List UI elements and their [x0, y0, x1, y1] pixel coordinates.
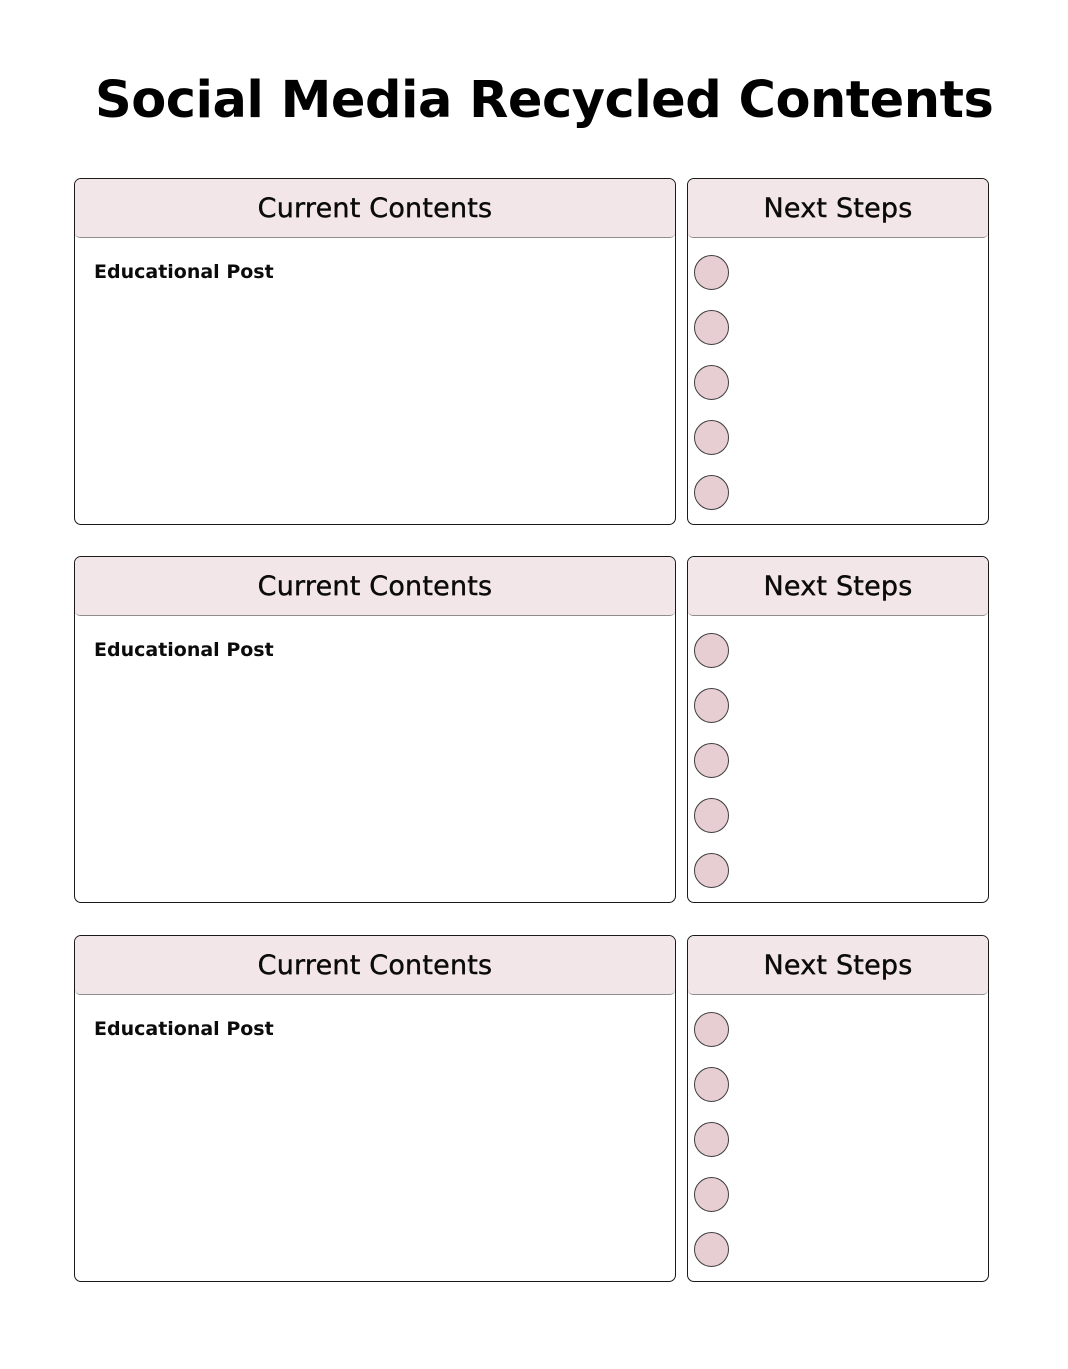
- circle-checkbox-icon[interactable]: [694, 310, 729, 345]
- circle-checkbox-icon[interactable]: [694, 688, 729, 723]
- circle-checkbox-icon[interactable]: [694, 743, 729, 778]
- next-steps-header: [688, 557, 988, 616]
- next-steps-header: [688, 936, 988, 995]
- next-step-item: [694, 255, 729, 310]
- current-contents-header: [75, 179, 675, 238]
- circle-checkbox-icon[interactable]: [694, 1122, 729, 1157]
- next-step-item: [694, 1067, 729, 1122]
- circle-checkbox-icon[interactable]: [694, 853, 729, 888]
- post-type-label[interactable]: Educational Post: [94, 261, 274, 283]
- circle-checkbox-icon[interactable]: [694, 365, 729, 400]
- next-step-item: [694, 633, 729, 688]
- current-contents-title: Current Contents: [257, 949, 493, 981]
- circle-checkbox-icon[interactable]: [694, 475, 729, 510]
- current-contents-card: [74, 178, 676, 525]
- current-contents-title: Current Contents: [257, 570, 493, 602]
- next-steps-list: [694, 255, 729, 525]
- next-step-item: [694, 365, 729, 420]
- content-section-1: [74, 178, 989, 525]
- next-step-item: [694, 1232, 729, 1282]
- circle-checkbox-icon[interactable]: [694, 255, 729, 290]
- next-steps-card: [687, 556, 989, 903]
- next-steps-list: [694, 1012, 729, 1282]
- post-type-label[interactable]: Educational Post: [94, 1018, 274, 1040]
- next-step-item: [694, 1122, 729, 1177]
- circle-checkbox-icon[interactable]: [694, 1232, 729, 1267]
- current-contents-header: [75, 936, 675, 995]
- content-section-2: [74, 556, 989, 903]
- circle-checkbox-icon[interactable]: [694, 798, 729, 833]
- next-step-item: [694, 743, 729, 798]
- current-contents-title: Current Contents: [257, 192, 493, 224]
- circle-checkbox-icon[interactable]: [694, 1177, 729, 1212]
- current-contents-card: [74, 935, 676, 1282]
- next-step-item: [694, 688, 729, 743]
- circle-checkbox-icon[interactable]: [694, 1012, 729, 1047]
- next-steps-list: [694, 633, 729, 903]
- next-step-item: [694, 310, 729, 365]
- next-step-item: [694, 798, 729, 853]
- next-step-item: [694, 420, 729, 475]
- next-step-item: [694, 1177, 729, 1232]
- current-contents-header: [75, 557, 675, 616]
- next-steps-title: Next Steps: [763, 192, 913, 224]
- next-steps-card: [687, 935, 989, 1282]
- circle-checkbox-icon[interactable]: [694, 633, 729, 668]
- next-steps-title: Next Steps: [763, 570, 913, 602]
- next-steps-header: [688, 179, 988, 238]
- next-step-item: [694, 1012, 729, 1067]
- next-steps-title: Next Steps: [763, 949, 913, 981]
- circle-checkbox-icon[interactable]: [694, 420, 729, 455]
- next-step-item: [694, 475, 729, 525]
- page-title: Social Media Recycled Contents: [95, 71, 994, 130]
- content-section-3: [74, 935, 989, 1282]
- circle-checkbox-icon[interactable]: [694, 1067, 729, 1102]
- post-type-label[interactable]: Educational Post: [94, 639, 274, 661]
- next-step-item: [694, 853, 729, 903]
- next-steps-card: [687, 178, 989, 525]
- current-contents-card: [74, 556, 676, 903]
